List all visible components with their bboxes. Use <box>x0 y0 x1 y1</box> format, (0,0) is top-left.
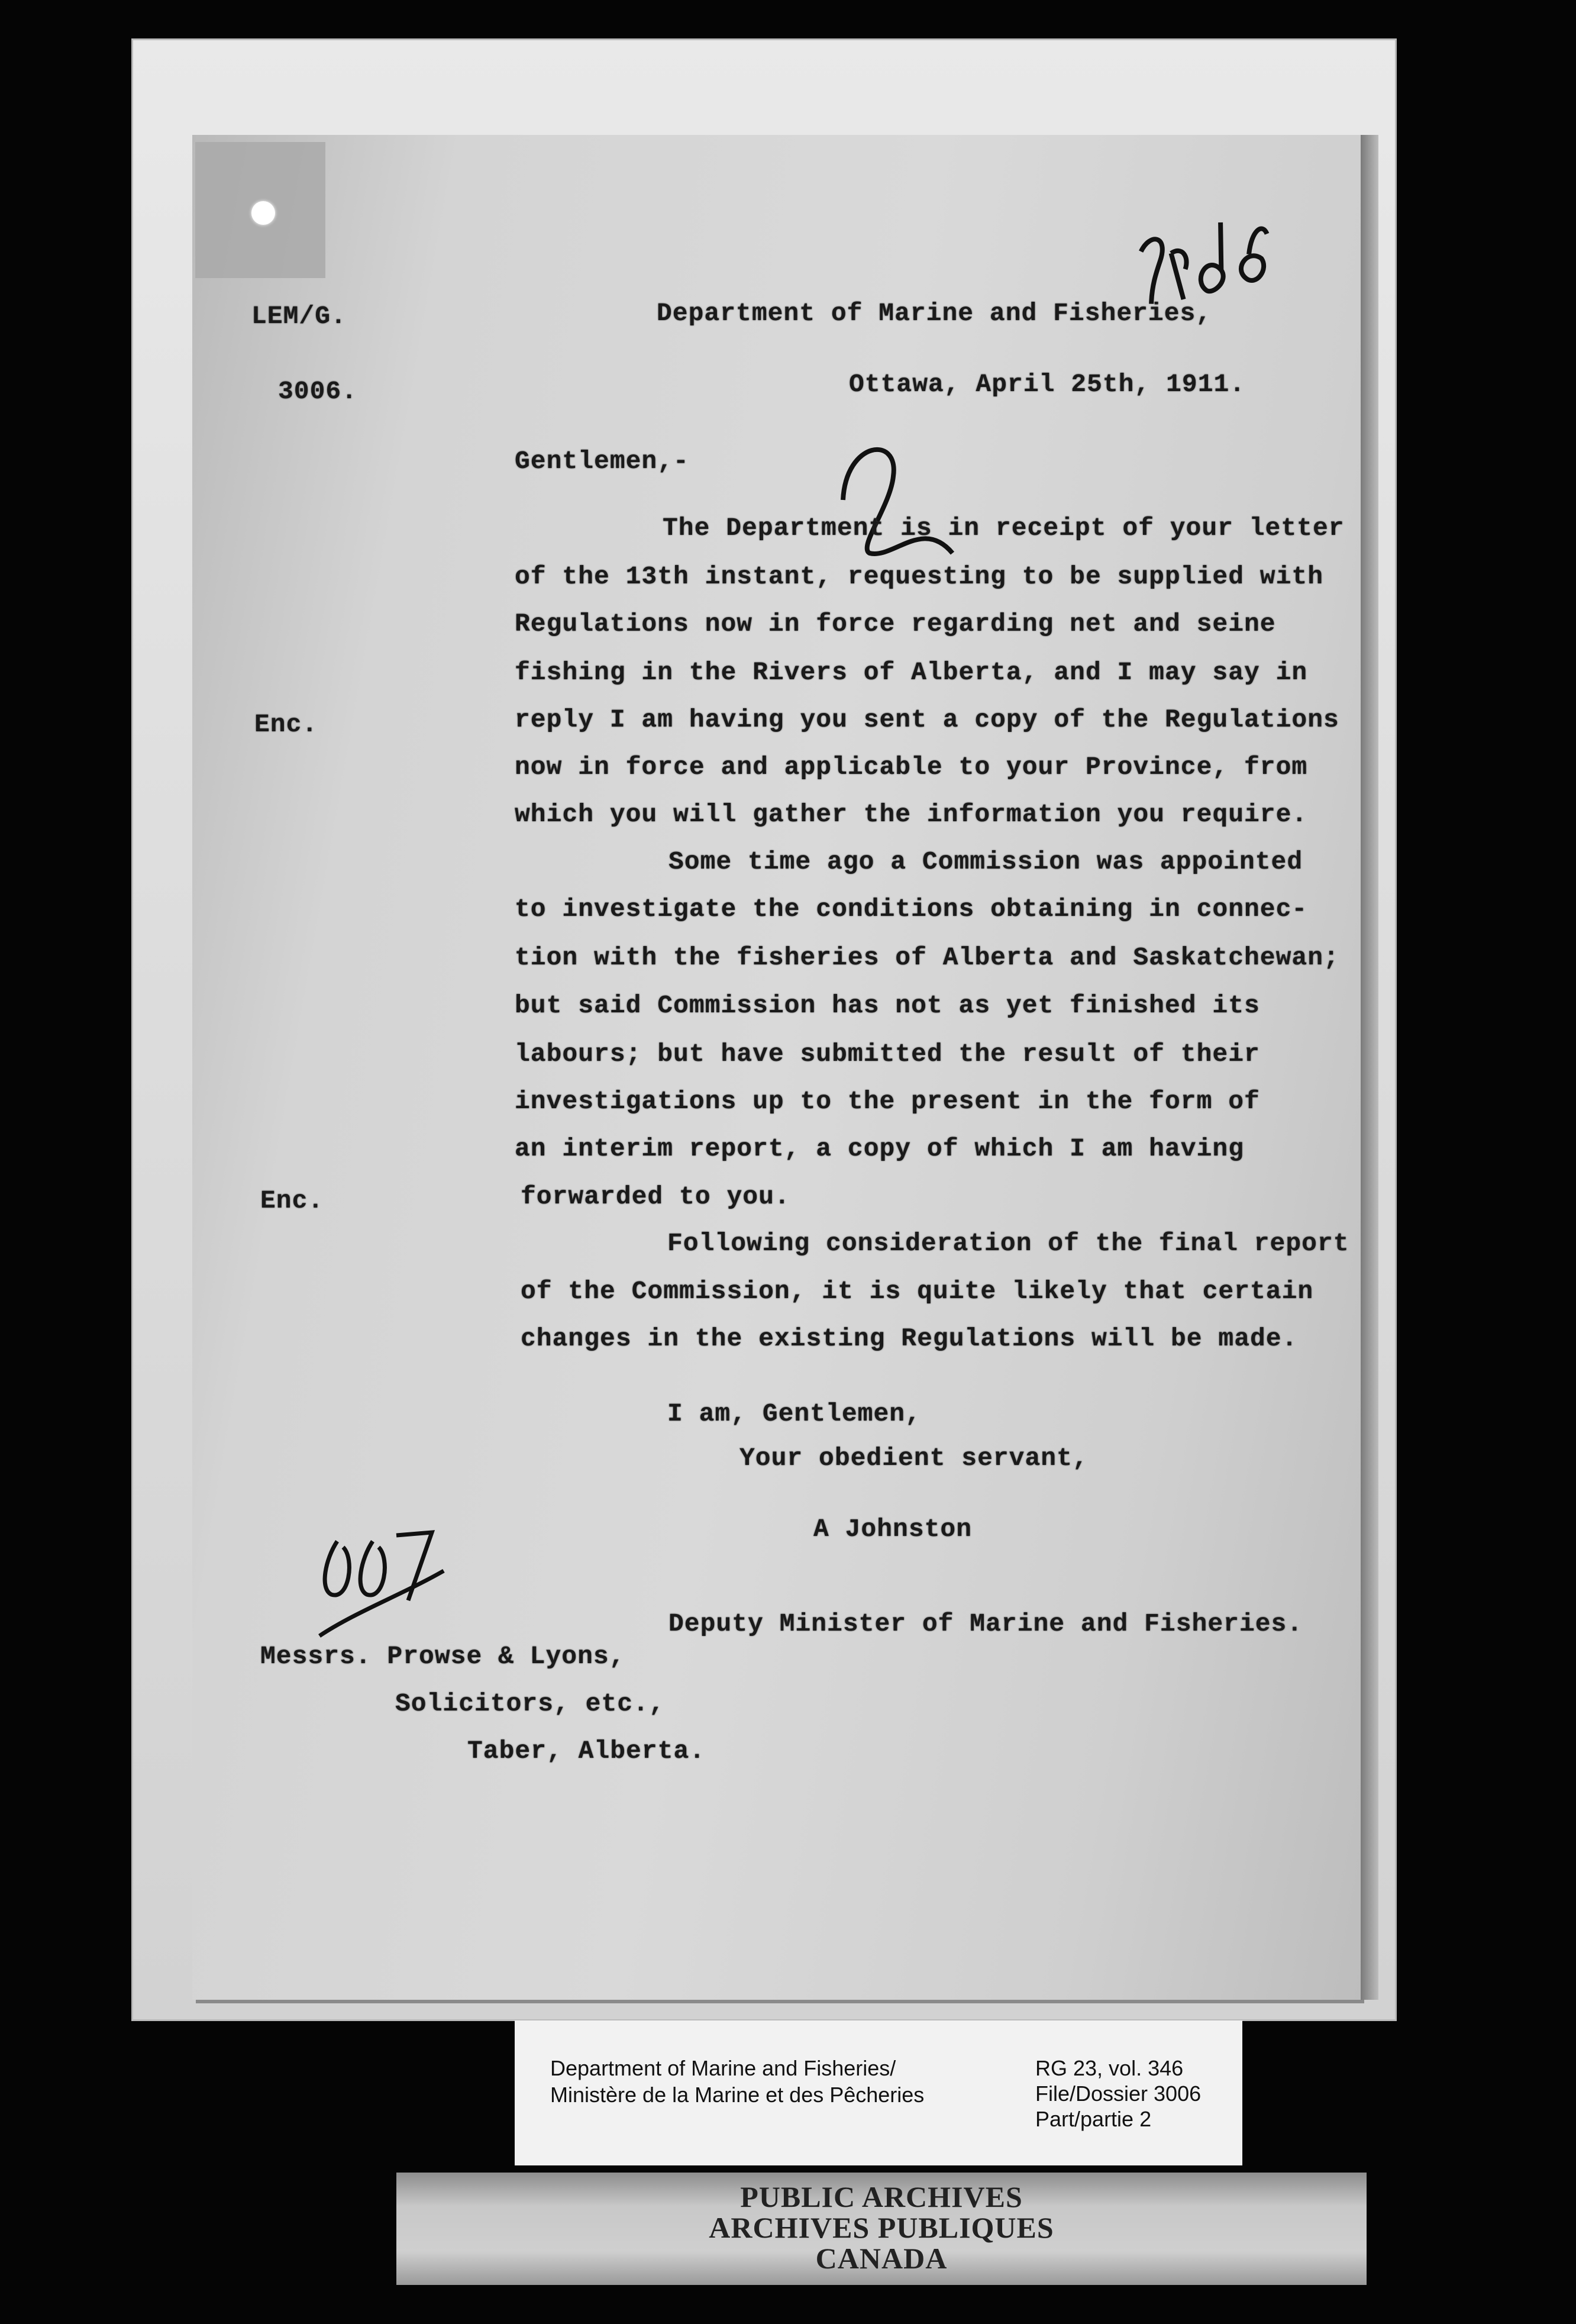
body-line: which you will gather the information you require. <box>515 800 1308 829</box>
body-line: an interim report, a copy of which I am having <box>515 1134 1244 1163</box>
stamp-line: CANADA <box>815 2242 948 2275</box>
stamp-line: ARCHIVES PUBLIQUES <box>709 2211 1054 2244</box>
body-line: tion with the fisheries of Alberta and Saskatchewan; <box>515 943 1339 972</box>
body-line: Some time ago a Commission was appointed <box>668 847 1303 876</box>
body-line: Regulations now in force regarding net and seine <box>515 609 1276 638</box>
closing-line: Your obedient servant, <box>739 1444 1089 1473</box>
recipient-line: Solicitors, etc., <box>395 1689 665 1718</box>
archive-part-number: Part/partie 2 <box>1035 2107 1152 2131</box>
body-line: of the Commission, it is quite likely that certain <box>521 1277 1314 1306</box>
body-line: to investigate the conditions obtaining in connec- <box>515 895 1308 924</box>
body-line: changes in the existing Regulations will be made. <box>521 1324 1298 1353</box>
body-line: investigations up to the present in the form of <box>515 1087 1260 1116</box>
body-line: now in force and applicable to your Province, from <box>515 753 1308 782</box>
archive-label-card <box>515 2020 1242 2165</box>
handwritten-number-bottom <box>308 1523 450 1644</box>
reference-code: LEM/G. <box>251 302 347 331</box>
archive-stamp <box>396 2173 1367 2285</box>
body-line: but said Commission has not as yet finished its <box>515 991 1260 1020</box>
signature-name: A Johnston <box>813 1515 973 1544</box>
body-line: Following consideration of the final report <box>667 1229 1349 1258</box>
body-line: fishing in the Rivers of Alberta, and I may say in <box>515 658 1308 687</box>
signature-title: Deputy Minister of Marine and Fisheries. <box>668 1609 1303 1638</box>
stamp-line: PUBLIC ARCHIVES <box>740 2180 1023 2213</box>
enclosure-note: Enc. <box>260 1186 324 1215</box>
archive-record-group: RG 23, vol. 346 <box>1035 2056 1184 2080</box>
punch-hole <box>251 201 275 225</box>
handwritten-number-bottom-icon <box>308 1523 450 1642</box>
dateline: Ottawa, April 25th, 1911. <box>849 370 1246 399</box>
file-number: 3006. <box>278 377 358 406</box>
salutation: Gentlemen,- <box>515 447 689 476</box>
archive-department-en: Department of Marine and Fisheries/ <box>550 2056 896 2080</box>
enclosure-note: Enc. <box>254 710 318 739</box>
recipient-name: Messrs. Prowse & Lyons, <box>260 1642 625 1671</box>
body-line: reply I am having you sent a copy of the Regulations <box>515 705 1339 734</box>
department-heading: Department of Marine and Fisheries, <box>657 299 1212 328</box>
closing-line: I am, Gentlemen, <box>667 1399 921 1428</box>
body-line: The Department is in receipt of your letter <box>663 514 1345 543</box>
body-line: of the 13th instant, requesting to be supplied with <box>515 562 1324 591</box>
recipient-location: Taber, Alberta. <box>467 1736 706 1765</box>
body-line: labours; but have submitted the result of their <box>515 1040 1260 1069</box>
archive-file-number: File/Dossier 3006 <box>1035 2081 1202 2106</box>
archive-department-fr: Ministère de la Marine et des Pêcheries <box>550 2083 925 2107</box>
body-line: forwarded to you. <box>521 1182 790 1211</box>
